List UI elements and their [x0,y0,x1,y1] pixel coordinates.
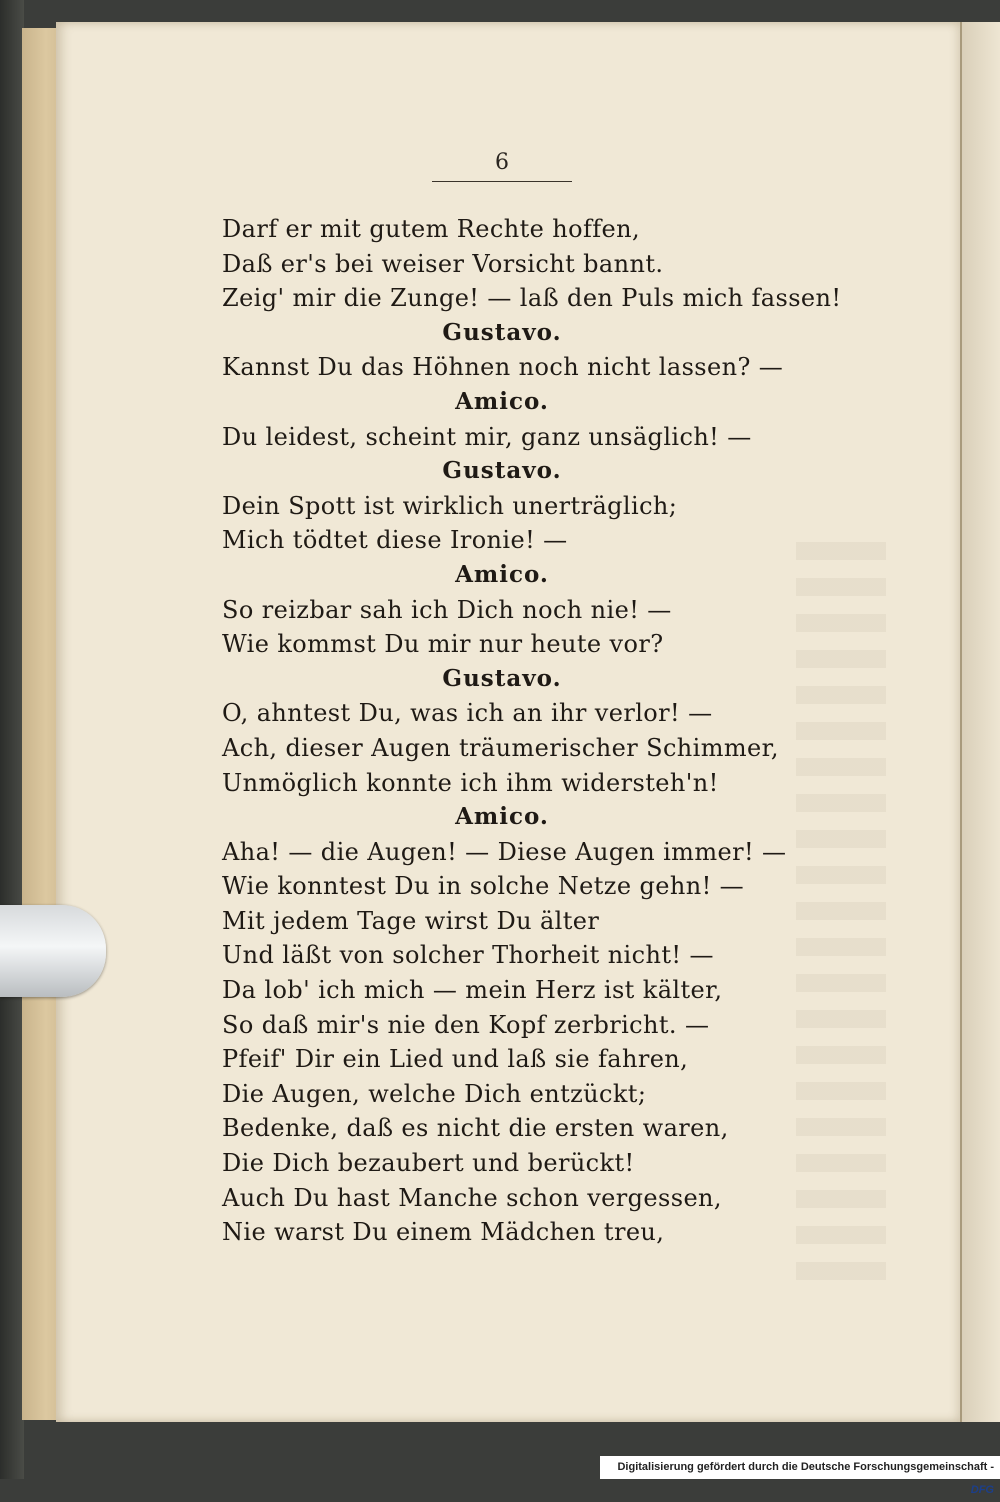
verse-line: Auch Du hast Manche schon vergessen, [222,1183,722,1212]
digitization-footer [600,1456,1000,1496]
page-clip [0,905,106,997]
speaker-name: Amico. [455,387,549,415]
verse-line: Die Augen, welche Dich entzückt; [222,1079,647,1108]
next-page-edge [960,22,1000,1422]
verse-line: Wie konntest Du in solche Netze gehn! — [222,872,745,901]
verse-line: Die Dich bezaubert und berückt! [222,1149,635,1178]
verse-line: Unmöglich konnte ich ihm widersteh'n! [222,768,719,797]
verse-line: Daß er's bei weiser Vorsicht bannt. [222,249,664,278]
speaker-name: Amico. [455,560,549,588]
verse-line: Und läßt von solcher Thorheit nicht! — [222,941,714,970]
header-rule [432,181,572,182]
footer-text: Digitalisierung gefördert durch die Deutsche Forschungsgemeinschaft - [617,1461,994,1473]
dfg-logo: DFG [970,1484,994,1496]
verse-line: Wie kommst Du mir nur heute vor? [222,630,664,659]
verse-line: Darf er mit gutem Rechte hoffen, [222,215,641,243]
verse-line: Dein Spott ist wirklich unerträglich; [222,491,678,520]
verse-line: Aha! — die Augen! — Diese Augen immer! — [222,837,787,866]
verse-line: So reizbar sah ich Dich noch nie! — [222,595,672,624]
verse-line: Du leidest, scheint mir, ganz unsäglich! — [222,422,752,451]
verse-text [222,212,842,1250]
verse-line: Bedenke, daß es nicht die ersten waren, [222,1114,729,1143]
speaker-name: Gustavo. [442,457,562,485]
page-number: 6 [495,150,509,175]
verse-line: Mit jedem Tage wirst Du älter [222,906,600,935]
verse-line: So daß mir's nie den Kopf zerbricht. — [222,1010,710,1039]
verse-line: O, ahntest Du, was ich an ihr verlor! — [222,699,713,728]
verse-line: Mich tödtet diese Ironie! — [222,526,568,555]
scan-background [0,0,24,1479]
verse-line: Ach, dieser Augen träumerischer Schimmer, [222,733,779,762]
verse-line: Kannst Du das Höhnen noch nicht lassen? — [222,353,784,382]
verse-line: Da lob' ich mich — mein Herz ist kälter, [222,976,723,1005]
speaker-name: Gustavo. [442,318,562,346]
verse-line: Nie warst Du einem Mädchen treu, [222,1218,665,1247]
verse-line: Zeig' mir die Zunge! — laß den Puls mich fassen! [222,284,842,313]
speaker-name: Amico. [455,803,549,831]
verse-line: Pfeif' Dir ein Lied und laß sie fahren, [222,1045,689,1074]
speaker-name: Gustavo. [442,664,562,692]
